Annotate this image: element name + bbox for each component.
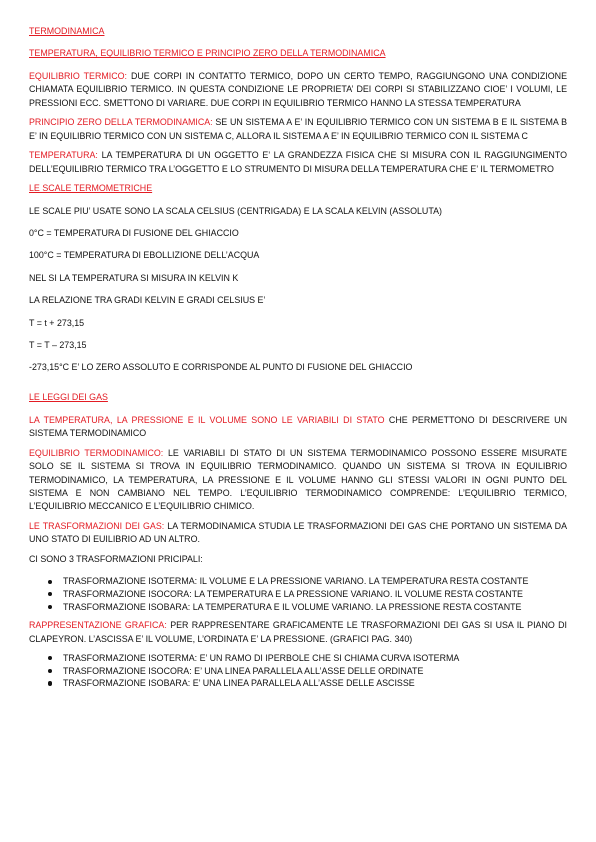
section-heading-temperatura: TEMPERATURA, EQUILIBRIO TERMICO E PRINCIPIO ZERO DELLA TERMODINAMICA: [29, 48, 386, 59]
definition-principio-zero: [29, 116, 567, 143]
definition-text: DUE CORPI IN CONTATTO TERMICO, DOPO UN CERTO TEMPO, RAGGIUNGONO UNA CONDIZIONE CHIAMATA EQUILIBRIO TERMICO. IN QUESTA CONDIZIONE LE PROPRIETA’ DEI CORPI SI STABILIZZANO CIOE’ I VOLUMI, LE PRESSIONI ECC. SMETTONO DI VARIARE. DUE CORPI IN EQUILIBRIO TERMICO HANNO LA STESSA TEMPERATURA: [29, 70, 567, 108]
definition-rappresentazione-grafica: [29, 619, 567, 646]
definition-text: CHE PERMETTONO DI DESCRIVERE UN SISTEMA TERMODINAMICO: [29, 414, 567, 439]
bullet-icon: [48, 681, 52, 685]
definition-text: LA TEMPERATURA DI UN OGGETTO E’ LA GRANDEZZA FISICA CHE SI MISURA CON IL RAGGIUNGIMENTO DELL’EQUILIBRIO TERMICO TRA L’OGGETTO E LO STRUMENTO DI MISURA DELLA TEMPERATURA CHE E’ IL TERMOMETRO: [29, 150, 567, 174]
bullet-icon: [48, 656, 52, 660]
scale-line: 0°C = TEMPERATURA DI FUSIONE DEL GHIACCIO: [29, 227, 239, 238]
list-item: TRASFORMAZIONE ISOCORA: LA TEMPERATURA E LA PRESSIONE VARIANO. IL VOLUME RESTA COSTANTE: [29, 588, 567, 601]
bullet-icon: [48, 605, 52, 609]
definition-label: EQUILIBRIO TERMODINAMICO:: [29, 447, 164, 458]
list-item: TRASFORMAZIONE ISOCORA: E’ UNA LINEA PARALLELA ALL’ASSE DELLE ORDINATE: [29, 665, 567, 678]
formula-line: T = t + 273,15: [29, 317, 85, 328]
definition-label: RAPPRESENTAZIONE GRAFICA:: [29, 620, 167, 631]
scale-line: -273,15°C E’ LO ZERO ASSOLUTO E CORRISPONDE AL PUNTO DI FUSIONE DEL GHIACCIO: [29, 362, 413, 373]
definition-label: EQUILIBRIO TERMICO:: [29, 70, 127, 81]
list-item: TRASFORMAZIONE ISOBARA: LA TEMPERATURA E IL VOLUME VARIANO. LA PRESSIONE RESTA COSTANTE: [29, 601, 567, 614]
document-title: TERMODINAMICA: [29, 26, 105, 36]
grafica-list: [29, 652, 567, 690]
scale-line: LE SCALE PIU’ USATE SONO LA SCALA CELSIUS (CENTRIGADA) E LA SCALA KELVIN (ASSOLUTA): [29, 205, 442, 216]
definition-label: PRINCIPIO ZERO DELLA TERMODINAMICA:: [29, 117, 213, 128]
list-item: TRASFORMAZIONE ISOTERMA: IL VOLUME E LA PRESSIONE VARIANO. LA TEMPERATURA RESTA COSTANTE: [29, 575, 567, 588]
formula-line: T = T – 273,15: [29, 339, 87, 350]
definition-text: LE VARIABILI DI STATO DI UN SISTEMA TERMODINAMICO POSSONO ESSERE MISURATE SOLO SE IL SISTEMA SI TROVA IN EQUILIBRIO TERMODINAMICO. QUANDO UN SISTEMA SI TROVA IN EQUILIBRIO TERMODINAMICO, LA TEMPERATURA, LA PRESSIONE E IL VOLUME HANNO GLI STESSI VALORI IN OGNI PUNTO DEL SISTEMA E NON CAMBIANO NEL TEMPO. L’EQUILIBRIO TERMODINAMICO COMPRENDE: L’EQUILIBRIO TERMICO, L’EQUILIBRIO MECCANICO E L’EQUILIBRIO CHIMICO.: [29, 447, 567, 512]
scale-line: LA RELAZIONE TRA GRADI KELVIN E GRADI CELSIUS E’: [29, 295, 266, 306]
definition-equilibrio-termodinamico: [29, 447, 567, 514]
definition-temperatura: [29, 149, 567, 176]
definition-label: LA TEMPERATURA, LA PRESSIONE E IL VOLUME SONO LE VARIABILI DI STATO: [29, 414, 385, 425]
list-item: TRASFORMAZIONE ISOTERMA: E’ UN RAMO DI IPERBOLE CHE SI CHIAMA CURVA ISOTERMA: [29, 652, 567, 665]
definition-label: TEMPERATURA:: [29, 150, 98, 161]
bullet-icon: [48, 580, 52, 584]
document-page: [29, 25, 567, 696]
trasformazioni-list: [29, 575, 567, 613]
definition-equilibrio-termico: [29, 70, 567, 110]
definition-text: LA TERMODINAMICA STUDIA LE TRASFORMAZIONI DEI GAS CHE PORTANO UN SISTEMA DA UNO STATO DI EUILIBRIO AD UN ALTRO.: [29, 520, 567, 545]
bullet-icon: [48, 669, 52, 673]
definition-label: LE TRASFORMAZIONI DEI GAS:: [29, 520, 165, 531]
section-heading-scale: LE SCALE TERMOMETRICHE: [29, 183, 153, 194]
bullet-icon: [48, 592, 52, 596]
variabili-di-stato: [29, 414, 567, 441]
definition-text: SE UN SISTEMA A E’ IN EQUILIBRIO TERMICO CON UN SISTEMA B E IL SISTEMA B E’ IN EQUILIBRIO TERMICO CON UN SISTEMA C, ALLORA IL SISTEMA A E’ IN EQUILIBRIO TERMICO CON IL SISTEMA C: [29, 117, 567, 141]
scale-line: NEL SI LA TEMPERATURA SI MISURA IN KELVIN K: [29, 272, 239, 283]
definition-trasformazioni: [29, 520, 567, 547]
list-item: TRASFORMAZIONE ISOBARA: E’ UNA LINEA PARALLELA ALL’ASSE DELLE ASCISSE: [29, 677, 567, 690]
scale-line: 100°C = TEMPERATURA DI EBOLLIZIONE DELL’ACQUA: [29, 250, 260, 261]
trasformazioni-intro: CI SONO 3 TRASFORMAZIONI PRICIPALI:: [29, 553, 203, 564]
section-heading-gas: LE LEGGI DEI GAS: [29, 392, 108, 403]
definition-text: PER RAPPRESENTARE GRAFICAMENTE LE TRASFORMAZIONI DEI GAS SI USA IL PIANO DI CLAPEYRON. L’ASCISSA E’ IL VOLUME, L’ORDINATA E’ LA PRESSIONE. (GRAFICI PAG. 340): [29, 620, 567, 644]
